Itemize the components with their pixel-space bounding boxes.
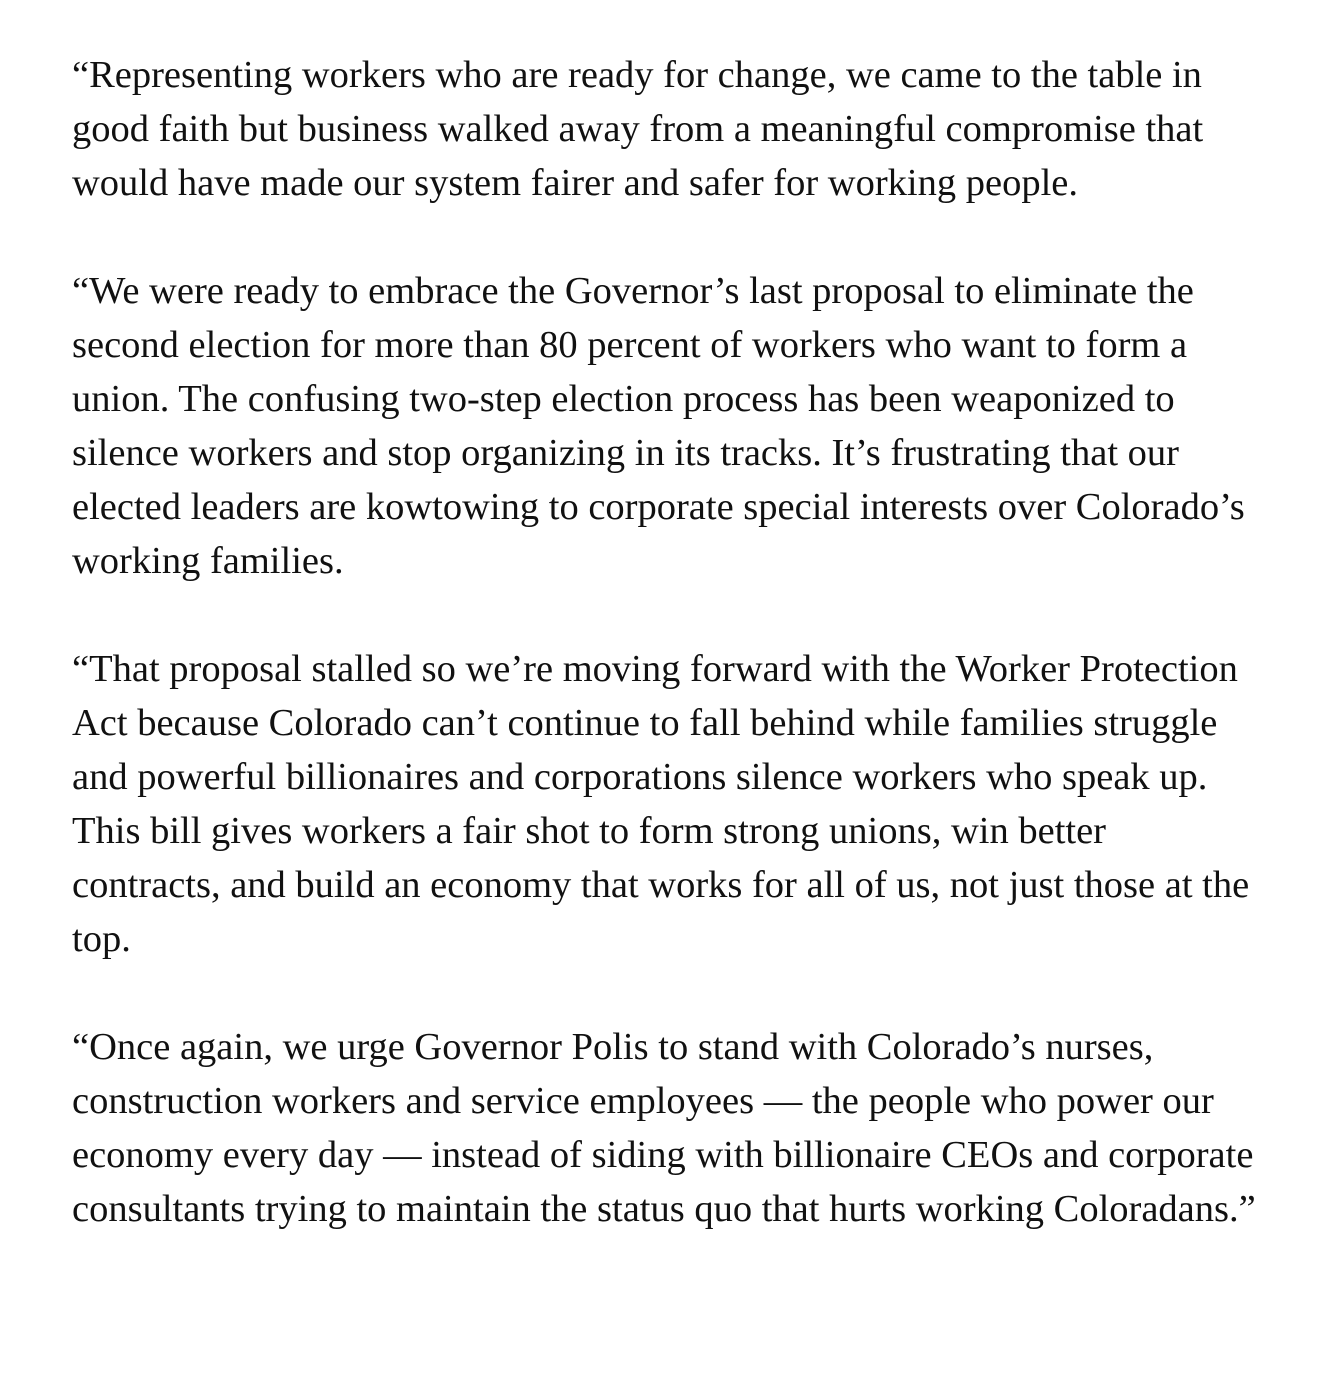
statement-paragraph-1: “Representing workers who are ready for change, we came to the table in good faith but business walked away from a meaningful compromise that would have made our system fairer and safer for working people.: [72, 54, 1204, 204]
statement-paragraph-4: “Once again, we urge Governor Polis to stand with Colorado’s nurses, construction workers and service employees — the people who power our economy every day — instead of siding with billionaire CEOs and corporate consultants trying to maintain the status quo that hurts working Coloradans.”: [72, 1026, 1256, 1230]
statement-paragraph-2: “We were ready to embrace the Governor’s last proposal to eliminate the second election for more than 80 percent of workers who want to form a union. The confusing two-step election process has been weaponized to silence workers and stop organizing in its tracks. It’s frustrating that our elected leaders are kowtowing to corporate special interests over Colorado’s working families.: [72, 270, 1245, 582]
statement-document: [72, 48, 1262, 1236]
statement-paragraph-3: “That proposal stalled so we’re moving forward with the Worker Protection Act because Colorado can’t continue to fall behind while families struggle and powerful billionaires and corporations silence workers who speak up. This bill gives workers a fair shot to form strong unions, win better contracts, and build an economy that works for all of us, not just those at the top.: [72, 648, 1250, 960]
